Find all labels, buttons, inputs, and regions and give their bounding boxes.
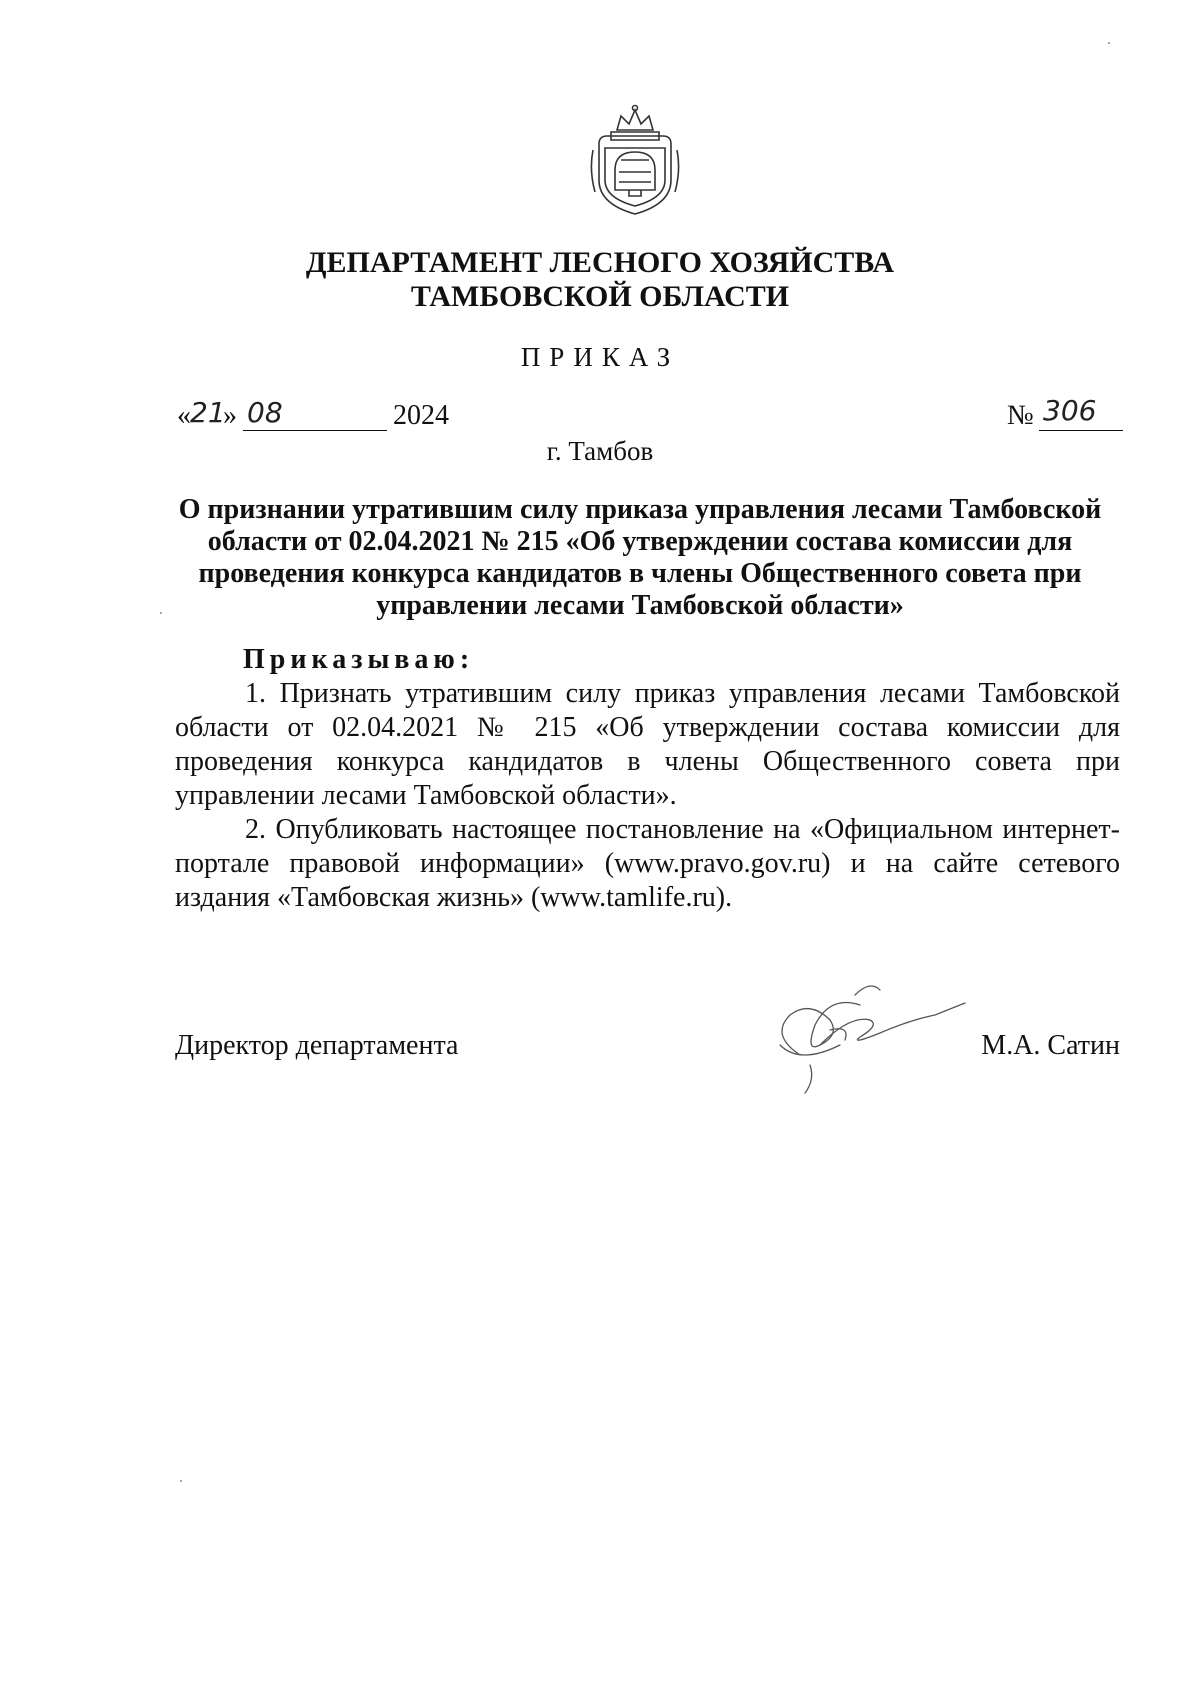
city: г. Тамбов	[546, 436, 654, 466]
title-line-3: проведения конкурса кандидатов в члены Общественного совета при	[198, 558, 1082, 589]
department-header	[0, 246, 1200, 314]
quote-open: «	[177, 400, 191, 431]
signer-position: Директор департамента	[175, 1030, 459, 1061]
doc-number: 306	[1043, 394, 1097, 427]
department-line-2: ТАМБОВСКОЙ ОБЛАСТИ	[410, 280, 790, 313]
quote-close: »	[223, 400, 237, 431]
scan-speck	[1108, 42, 1110, 44]
date-month: 08	[247, 396, 283, 429]
doc-title	[160, 494, 1120, 622]
signature-block	[175, 1030, 1120, 1070]
department-line-1: ДЕПАРТАМЕНТ ЛЕСНОГО ХОЗЯЙСТВА	[305, 246, 895, 279]
date-number-line	[177, 394, 1127, 438]
tambov-coat-of-arms-icon	[585, 100, 685, 220]
scan-speck	[160, 612, 162, 614]
date-year: 2024	[393, 400, 449, 431]
signer-name: М.А. Сатин	[981, 1030, 1120, 1061]
orders-label: Приказываю:	[243, 644, 475, 675]
title-line-2: области от 02.04.2021 № 215 «Об утверждении состава комиссии для	[207, 526, 1073, 557]
order-item-2: 2. Опубликовать настоящее постановление на «Официальном интернет-портале правовой информации» (www.pravo.gov.ru) и на сайте сетевого издания «Тамбовская жизнь» (www.tamlife.ru).	[175, 814, 1120, 913]
number-sign: №	[1007, 400, 1034, 431]
doc-body	[175, 643, 1120, 915]
title-line-1: О признании утратившим силу приказа управления лесами Тамбовской	[178, 494, 1102, 525]
doc-type: ПРИКАЗ	[520, 342, 680, 372]
scan-speck	[180, 1480, 182, 1482]
title-line-4: управлении лесами Тамбовской области»	[376, 590, 904, 621]
order-item-1: 1. Признать утратившим силу приказ управления лесами Тамбовской области от 02.04.2021 № 215 «Об утверждении состава комиссии для проведения конкурса кандидатов в члены Общественного совета при управлении лесами Тамбовской области».	[175, 678, 1120, 811]
month-underline	[243, 430, 387, 431]
date-day: 21	[190, 396, 226, 429]
number-underline	[1039, 430, 1123, 431]
